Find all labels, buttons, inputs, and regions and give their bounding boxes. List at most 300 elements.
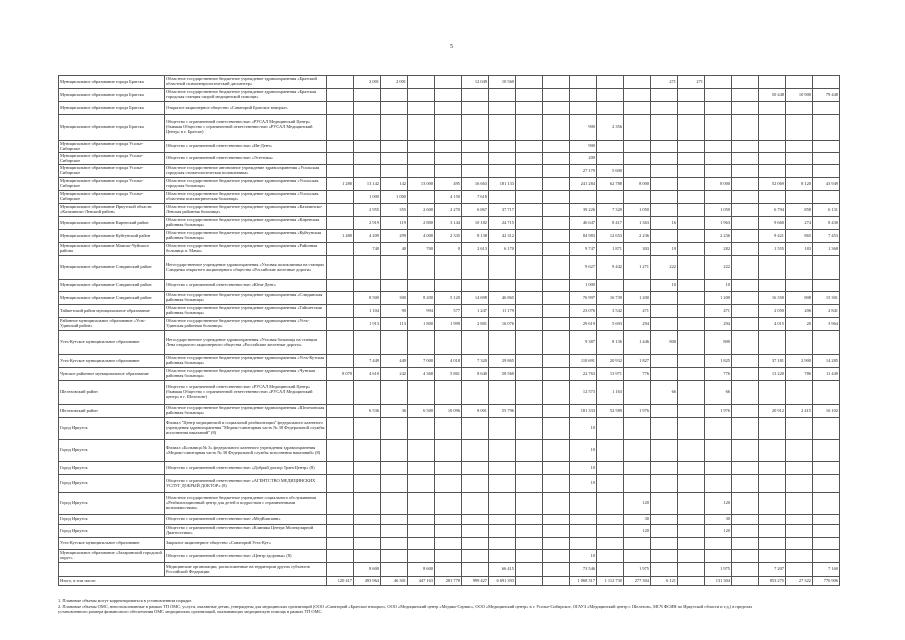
value-cell: 84 983 xyxy=(570,230,597,243)
value-cell: 10 182 xyxy=(462,217,489,230)
value-cell xyxy=(813,550,840,563)
value-cell xyxy=(759,141,786,153)
value-cell xyxy=(651,153,678,165)
value-cell xyxy=(597,538,624,550)
value-cell: 2 919 xyxy=(354,217,381,230)
value-cell xyxy=(732,217,759,230)
value-cell xyxy=(624,418,651,440)
value-cell xyxy=(489,550,516,563)
value-cell xyxy=(759,550,786,563)
value-cell xyxy=(705,153,732,165)
table-row xyxy=(59,462,840,475)
value-cell xyxy=(813,141,840,153)
value-cell xyxy=(570,76,597,89)
value-cell xyxy=(543,115,570,141)
municipality-cell: Усть-Кутское муниципальное образование xyxy=(59,355,165,368)
value-cell: 1 050 xyxy=(705,204,732,217)
value-cell xyxy=(327,462,354,475)
value-cell: 12 573 xyxy=(570,381,597,405)
value-cell: 900 xyxy=(570,115,597,141)
value-cell xyxy=(516,115,543,141)
value-cell xyxy=(489,191,516,204)
value-cell: 66 415 xyxy=(489,563,516,577)
value-cell xyxy=(705,538,732,550)
value-cell xyxy=(408,493,435,515)
value-cell xyxy=(543,230,570,243)
table-row xyxy=(59,368,840,381)
value-cell xyxy=(705,418,732,440)
value-cell xyxy=(813,153,840,165)
value-cell xyxy=(732,381,759,405)
value-cell xyxy=(462,475,489,493)
value-cell: 16 739 xyxy=(597,292,624,305)
value-cell: 4 015 xyxy=(759,318,786,331)
value-cell: 900 xyxy=(570,141,597,153)
value-cell xyxy=(516,515,543,525)
value-cell: 858 xyxy=(786,204,813,217)
value-cell xyxy=(813,493,840,515)
value-cell xyxy=(327,525,354,538)
value-cell xyxy=(597,76,624,89)
municipality-cell: Чунское районное муниципальное образование xyxy=(59,368,165,381)
value-cell: 13 000 xyxy=(408,178,435,191)
total-value-cell: 853 275 xyxy=(759,577,786,586)
value-cell xyxy=(543,217,570,230)
total-value-cell: 46 301 xyxy=(381,577,408,586)
value-cell: 2 236 xyxy=(705,230,732,243)
value-cell: 14 285 xyxy=(813,355,840,368)
value-cell: 1 050 xyxy=(624,204,651,217)
municipality-cell: Муниципальное образование Куйтунский район xyxy=(59,230,165,243)
value-cell xyxy=(732,368,759,381)
value-cell xyxy=(624,475,651,493)
value-cell: 15 301 xyxy=(813,292,840,305)
value-cell: 10 900 xyxy=(786,89,813,102)
municipality-cell: Муниципальное образование Слюдянский район xyxy=(59,292,165,305)
value-cell xyxy=(408,475,435,493)
value-cell: 23 076 xyxy=(570,305,597,318)
value-cell xyxy=(678,331,705,355)
value-cell: 2 800 xyxy=(408,217,435,230)
total-row xyxy=(59,577,840,586)
value-cell xyxy=(786,280,813,292)
value-cell: 1 104 xyxy=(354,305,381,318)
value-cell: 4 610 xyxy=(354,368,381,381)
value-cell xyxy=(381,153,408,165)
value-cell xyxy=(759,525,786,538)
value-cell: 274 xyxy=(786,217,813,230)
value-cell xyxy=(489,525,516,538)
value-cell xyxy=(543,191,570,204)
value-cell xyxy=(570,89,597,102)
municipality-cell: Муниципальное образование Слюдянский район xyxy=(59,280,165,292)
value-cell xyxy=(570,191,597,204)
organization-cell: Областное государственное бюджетное учреждение здравоохранения «Тайшетская районная больница» xyxy=(165,305,327,318)
value-cell xyxy=(435,440,462,462)
value-cell xyxy=(543,368,570,381)
organization-cell: Областное государственное бюджетное учреждение здравоохранения «Чунская районная больница» xyxy=(165,368,327,381)
value-cell xyxy=(327,355,354,368)
value-cell xyxy=(732,331,759,355)
value-cell: 1 800 xyxy=(408,318,435,331)
value-cell xyxy=(651,178,678,191)
value-cell xyxy=(408,525,435,538)
value-cell: 181 133 xyxy=(489,178,516,191)
value-cell xyxy=(651,475,678,493)
value-cell xyxy=(543,141,570,153)
value-cell xyxy=(516,405,543,418)
value-cell xyxy=(543,462,570,475)
value-cell xyxy=(408,102,435,115)
value-cell xyxy=(408,153,435,165)
value-cell xyxy=(543,538,570,550)
value-cell xyxy=(543,165,570,178)
value-cell xyxy=(543,563,570,577)
value-cell: 20 xyxy=(786,318,813,331)
value-cell xyxy=(408,141,435,153)
value-cell xyxy=(516,292,543,305)
value-cell: 52 069 xyxy=(759,178,786,191)
table-row xyxy=(59,217,840,230)
value-cell: 5 600 xyxy=(597,165,624,178)
value-cell xyxy=(570,493,597,515)
organization-cell: Областное государственное бюджетное учреждение здравоохранения «Усольская областная психиатрическая больница» xyxy=(165,191,327,204)
value-cell: 2 841 xyxy=(813,305,840,318)
organization-cell: Областное государственное бюджетное учреждение здравоохранения «Киренская районная больница» xyxy=(165,217,327,230)
value-cell xyxy=(786,165,813,178)
value-cell: 62 788 xyxy=(597,178,624,191)
value-cell: 808 xyxy=(786,292,813,305)
value-cell xyxy=(786,115,813,141)
value-cell xyxy=(624,381,651,405)
value-cell xyxy=(732,440,759,462)
value-cell xyxy=(597,563,624,577)
organization-cell: Филиал "Центр медицинской и социальной реабилитации" федерального казенного учреждения здравоохранения "Медико-санитарная часть № 38 Федеральной службы исполнения наказаний" (8) xyxy=(165,418,327,440)
table-row xyxy=(59,305,840,318)
value-cell xyxy=(732,515,759,525)
value-cell: 12 049 xyxy=(462,76,489,89)
value-cell xyxy=(489,515,516,525)
value-cell xyxy=(759,256,786,280)
value-cell xyxy=(543,243,570,256)
value-cell xyxy=(732,538,759,550)
value-cell: 800 xyxy=(651,331,678,355)
value-cell xyxy=(678,318,705,331)
value-cell: 4 000 xyxy=(408,230,435,243)
value-cell: 3 964 xyxy=(813,318,840,331)
value-cell xyxy=(327,243,354,256)
value-cell xyxy=(381,280,408,292)
value-cell xyxy=(516,204,543,217)
value-cell xyxy=(678,280,705,292)
value-cell: 14 698 xyxy=(462,292,489,305)
organization-cell: Областное государственное бюджетное учреждение здравоохранения «Усть-Удинская районная больница» xyxy=(165,318,327,331)
value-cell: 8 500 xyxy=(354,292,381,305)
value-cell xyxy=(435,256,462,280)
value-cell xyxy=(678,525,705,538)
value-cell xyxy=(354,165,381,178)
value-cell xyxy=(327,89,354,102)
value-cell xyxy=(327,538,354,550)
value-cell xyxy=(462,256,489,280)
value-cell xyxy=(462,418,489,440)
value-cell xyxy=(543,102,570,115)
value-cell xyxy=(516,475,543,493)
value-cell xyxy=(408,191,435,204)
value-cell xyxy=(381,493,408,515)
value-cell: 7 160 xyxy=(813,563,840,577)
value-cell xyxy=(651,102,678,115)
value-cell: 4 368 xyxy=(408,368,435,381)
value-cell: 355 xyxy=(381,204,408,217)
value-cell xyxy=(327,292,354,305)
value-cell xyxy=(408,76,435,89)
value-cell xyxy=(489,331,516,355)
value-cell: 7 000 xyxy=(408,355,435,368)
value-cell: 142 xyxy=(381,178,408,191)
value-cell xyxy=(462,141,489,153)
value-cell: 1 976 xyxy=(624,405,651,418)
value-cell xyxy=(435,493,462,515)
value-cell xyxy=(489,475,516,493)
table-row xyxy=(59,256,840,280)
organization-cell: Общество с ограниченной ответственностью «Клиника Центра Молекулярной Диагностики» xyxy=(165,525,327,538)
value-cell: 6 536 xyxy=(354,405,381,418)
organization-cell: Областное государственное бюджетное учреждение здравоохранения «Братская городская станция скорой медицинской помощи» xyxy=(165,89,327,102)
value-cell xyxy=(786,563,813,577)
value-cell: 282 xyxy=(705,243,732,256)
table-row xyxy=(59,102,840,115)
value-cell: 303 xyxy=(624,243,651,256)
value-cell xyxy=(543,381,570,405)
organization-cell: Областное государственное бюджетное учреждение здравоохранения «Братский областной психоневрологический диспансер» xyxy=(165,76,327,89)
value-cell xyxy=(489,538,516,550)
value-cell xyxy=(462,563,489,577)
value-cell: 42 312 xyxy=(489,230,516,243)
table-row xyxy=(59,475,840,493)
value-cell xyxy=(678,217,705,230)
value-cell: 2 600 xyxy=(408,204,435,217)
value-cell xyxy=(786,493,813,515)
value-cell: 16 663 xyxy=(462,178,489,191)
value-cell: 66 xyxy=(705,381,732,405)
value-cell xyxy=(678,550,705,563)
value-cell xyxy=(543,515,570,525)
value-cell xyxy=(327,381,354,405)
value-cell xyxy=(516,217,543,230)
table-row xyxy=(59,515,840,525)
value-cell xyxy=(543,475,570,493)
municipality-cell: Муниципальное образование города Усолье-Сибирское xyxy=(59,141,165,153)
value-cell xyxy=(327,76,354,89)
total-value-cell: 999 427 xyxy=(462,577,489,586)
value-cell xyxy=(759,102,786,115)
value-cell xyxy=(516,440,543,462)
value-cell xyxy=(813,462,840,475)
value-cell: 8 000 xyxy=(705,178,732,191)
value-cell: 1 368 xyxy=(813,243,840,256)
value-cell xyxy=(543,76,570,89)
value-cell xyxy=(543,178,570,191)
value-cell xyxy=(516,550,543,563)
value-cell xyxy=(624,191,651,204)
value-cell xyxy=(354,102,381,115)
value-cell: 7 449 xyxy=(354,355,381,368)
table-body xyxy=(59,76,840,586)
value-cell xyxy=(327,405,354,418)
value-cell xyxy=(678,243,705,256)
organization-cell: Общество с ограниченной ответственностью «Ин-Дент» xyxy=(165,141,327,153)
value-cell xyxy=(462,153,489,165)
value-cell xyxy=(408,165,435,178)
value-cell xyxy=(327,331,354,355)
value-cell xyxy=(354,153,381,165)
value-cell xyxy=(678,381,705,405)
value-cell xyxy=(705,462,732,475)
value-cell: 16 350 xyxy=(759,292,786,305)
value-cell xyxy=(732,493,759,515)
total-value-cell: 1 068 317 xyxy=(570,577,597,586)
table-row xyxy=(59,89,840,102)
value-cell xyxy=(435,153,462,165)
value-cell: 8 200 xyxy=(408,292,435,305)
value-cell: 36 xyxy=(381,405,408,418)
organization-cell: Общество с ограниченной ответственностью «Юни-Дент» xyxy=(165,280,327,292)
value-cell xyxy=(327,153,354,165)
value-cell: 39 226 xyxy=(570,204,597,217)
table-row xyxy=(59,141,840,153)
value-cell xyxy=(732,204,759,217)
value-cell xyxy=(651,191,678,204)
value-cell xyxy=(678,440,705,462)
value-cell xyxy=(678,305,705,318)
value-cell: 6 131 xyxy=(813,204,840,217)
organization-cell: Областное государственное бюджетное учреждение социального обслуживания «Реабилитационный центр для детей и подростков с ограниченными возможностями» xyxy=(165,493,327,515)
municipality-cell: Муниципальное образование города Усолье-Сибирское xyxy=(59,165,165,178)
value-cell: 3 144 xyxy=(435,217,462,230)
table-row xyxy=(59,405,840,418)
value-cell xyxy=(462,331,489,355)
organization-cell: Общество с ограниченной ответственностью «Добрый доктор ТрансЦентр» (8) xyxy=(165,462,327,475)
value-cell: 786 xyxy=(786,368,813,381)
value-cell xyxy=(516,89,543,102)
value-cell: 2 050 xyxy=(759,305,786,318)
municipality-cell: Город Иркутск xyxy=(59,475,165,493)
value-cell: 200 xyxy=(570,153,597,165)
value-cell: 58 560 xyxy=(489,368,516,381)
table-row xyxy=(59,292,840,305)
value-cell: 120 xyxy=(705,493,732,515)
value-cell: 1 200 xyxy=(624,292,651,305)
value-cell xyxy=(651,493,678,515)
value-cell xyxy=(759,493,786,515)
value-cell xyxy=(516,102,543,115)
organization-cell: Общество с ограниченной ответственностью «Эстетика» xyxy=(165,153,327,165)
value-cell xyxy=(678,165,705,178)
value-cell xyxy=(732,178,759,191)
value-cell xyxy=(543,280,570,292)
value-cell xyxy=(597,462,624,475)
value-cell: 10 xyxy=(651,280,678,292)
value-cell xyxy=(705,76,732,89)
value-cell: 994 xyxy=(408,305,435,318)
value-cell xyxy=(435,76,462,89)
value-cell xyxy=(705,115,732,141)
value-cell: 471 xyxy=(705,305,732,318)
value-cell: 183 xyxy=(786,243,813,256)
value-cell xyxy=(354,256,381,280)
value-cell xyxy=(651,89,678,102)
value-cell xyxy=(705,550,732,563)
table-row xyxy=(59,115,840,141)
value-cell xyxy=(516,318,543,331)
value-cell xyxy=(651,405,678,418)
value-cell xyxy=(759,153,786,165)
value-cell: 9 421 xyxy=(759,230,786,243)
value-cell xyxy=(516,493,543,515)
value-cell xyxy=(408,280,435,292)
municipality-cell: Шелеховский район xyxy=(59,405,165,418)
value-cell: 79 448 xyxy=(813,89,840,102)
municipality-cell: Муниципальное образование города Братска xyxy=(59,76,165,89)
value-cell xyxy=(516,153,543,165)
value-cell xyxy=(516,256,543,280)
value-cell xyxy=(678,475,705,493)
value-cell xyxy=(327,217,354,230)
value-cell xyxy=(786,256,813,280)
value-cell: 1 247 xyxy=(462,305,489,318)
organization-cell: Филиал «Больница № 3» федерального казенного учреждения здравоохранения «Медико-санитарная часть № 38 Федеральной службы исполнения наказаний» (8) xyxy=(165,440,327,462)
value-cell xyxy=(732,89,759,102)
value-cell: 2 236 xyxy=(624,230,651,243)
value-cell: 13 220 xyxy=(759,368,786,381)
value-cell xyxy=(327,305,354,318)
value-cell: 2 955 xyxy=(354,204,381,217)
value-cell xyxy=(543,493,570,515)
value-cell xyxy=(543,440,570,462)
value-cell xyxy=(597,89,624,102)
value-cell xyxy=(462,115,489,141)
value-cell xyxy=(624,102,651,115)
value-cell: 9 387 xyxy=(570,331,597,355)
table-row xyxy=(59,493,840,515)
value-cell xyxy=(678,204,705,217)
table-row xyxy=(59,550,840,563)
value-cell xyxy=(624,115,651,141)
value-cell: 181 333 xyxy=(570,405,597,418)
value-cell: 30 xyxy=(624,515,651,525)
value-cell: 11 449 xyxy=(813,368,840,381)
table-row xyxy=(59,318,840,331)
value-cell: 5 861 xyxy=(435,368,462,381)
value-cell: 1 975 xyxy=(624,563,651,577)
value-cell xyxy=(813,418,840,440)
value-cell: 27 179 xyxy=(570,165,597,178)
value-cell xyxy=(381,141,408,153)
value-cell xyxy=(597,102,624,115)
value-cell: 3 542 xyxy=(597,305,624,318)
value-cell xyxy=(759,475,786,493)
value-cell xyxy=(678,153,705,165)
value-cell xyxy=(381,525,408,538)
value-cell xyxy=(732,563,759,577)
value-cell xyxy=(786,538,813,550)
value-cell xyxy=(327,280,354,292)
total-value-cell: 6 121 xyxy=(651,577,678,586)
value-cell: 10 xyxy=(570,440,597,462)
value-cell xyxy=(732,475,759,493)
value-cell xyxy=(651,292,678,305)
